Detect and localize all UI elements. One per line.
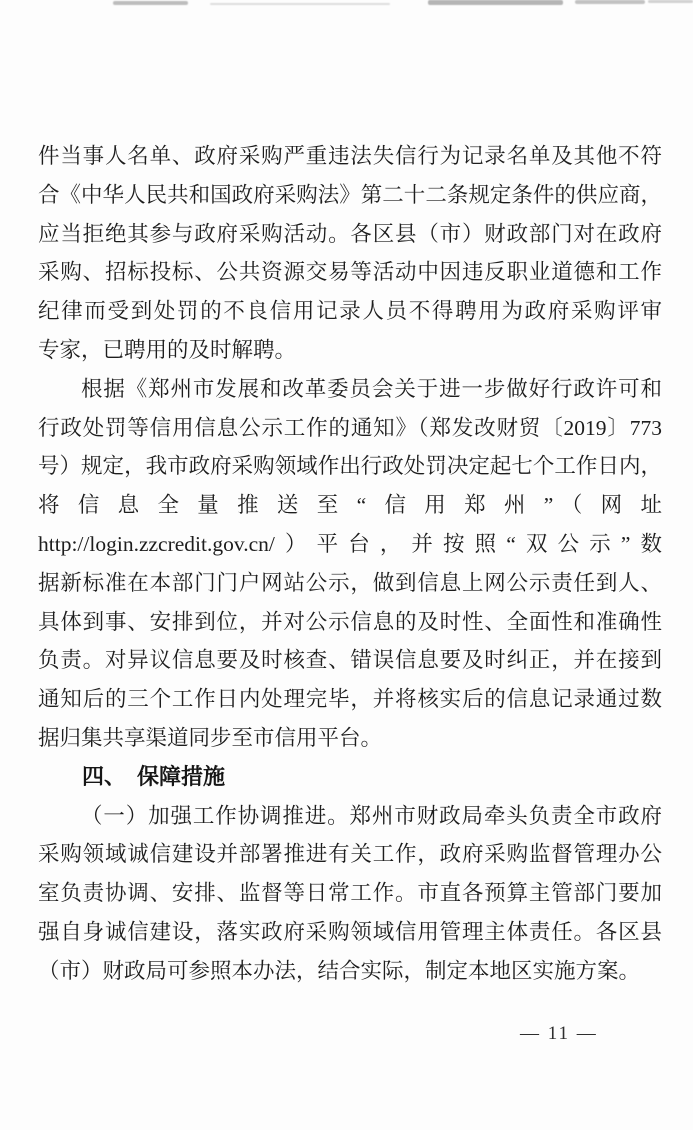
section-heading: 四、 保障措施 (82, 763, 226, 789)
text-line: 件当事人名单、政府采购严重违法失信行为记录名单及其他不符 (38, 144, 662, 168)
text-line: 据归集共享渠道同步至市信用平台。 (38, 725, 383, 750)
scan-artifact (575, 0, 645, 4)
scan-artifact (648, 0, 693, 3)
text-line: 通知后的三个工作日内处理完毕，并将核实后的信息记录通过数 (38, 687, 662, 712)
text-line: （市）财政局可参照本办法，结合实际，制定本地区实施方案。 (38, 958, 641, 983)
text-line: 合《中华人民共和国政府采购法》第二十二条规定条件的供应商， (38, 182, 662, 207)
scan-artifact (210, 3, 390, 5)
text-line: 负责。对异议信息要及时核查、错误信息要及时纠正，并在接到 (38, 648, 662, 673)
text-line: 据新标准在本部门门户网站公示，做到信息上网公示责任到人、 (38, 570, 662, 595)
page-number: — 11 — (520, 1023, 598, 1044)
text-line: 室负责协调、安排、监督等日常工作。市直各预算主管部门要加 (38, 881, 662, 906)
text-line: 行政处罚等信用信息公示工作的通知》（郑发改财贸〔2019〕773 (38, 415, 662, 440)
text-line: 采购领域诚信建设并部署推进有关工作，政府采购监督管理办公 (38, 842, 662, 867)
scan-artifact (113, 1, 188, 5)
text-line: （一）加强工作协调推进。郑州市财政局牵头负责全市政府 (81, 803, 662, 828)
text-line: 专家，已聘用的及时解聘。 (38, 337, 297, 362)
text-line: 号）规定，我市政府采购领域作出行政处罚决定起七个工作日内， (38, 454, 662, 479)
document-body (38, 137, 662, 991)
text-line: http://login.zzcredit.gov.cn/）平台，并按照“双公示”数 (38, 531, 662, 556)
text-line: 纪律而受到处罚的不良信用记录人员不得聘用为政府采购评审 (38, 299, 662, 324)
text-line: 强自身诚信建设，落实政府采购领域信用管理主体责任。各区县 (38, 919, 662, 944)
text-line: 采购、招标投标、公共资源交易等活动中因违反职业道德和工作 (38, 260, 662, 285)
text-line: 具体到事、安排到位，并对公示信息的及时性、全面性和准确性 (38, 609, 662, 634)
text-line: 根据《郑州市发展和改革委员会关于进一步做好行政许可和 (81, 376, 662, 401)
text-line: 应当拒绝其参与政府采购活动。各区县（市）财政部门对在政府 (38, 221, 662, 246)
text-line: 将信息全量推送至“信用郑州”（网址 (38, 493, 662, 518)
scan-artifact (428, 0, 563, 5)
